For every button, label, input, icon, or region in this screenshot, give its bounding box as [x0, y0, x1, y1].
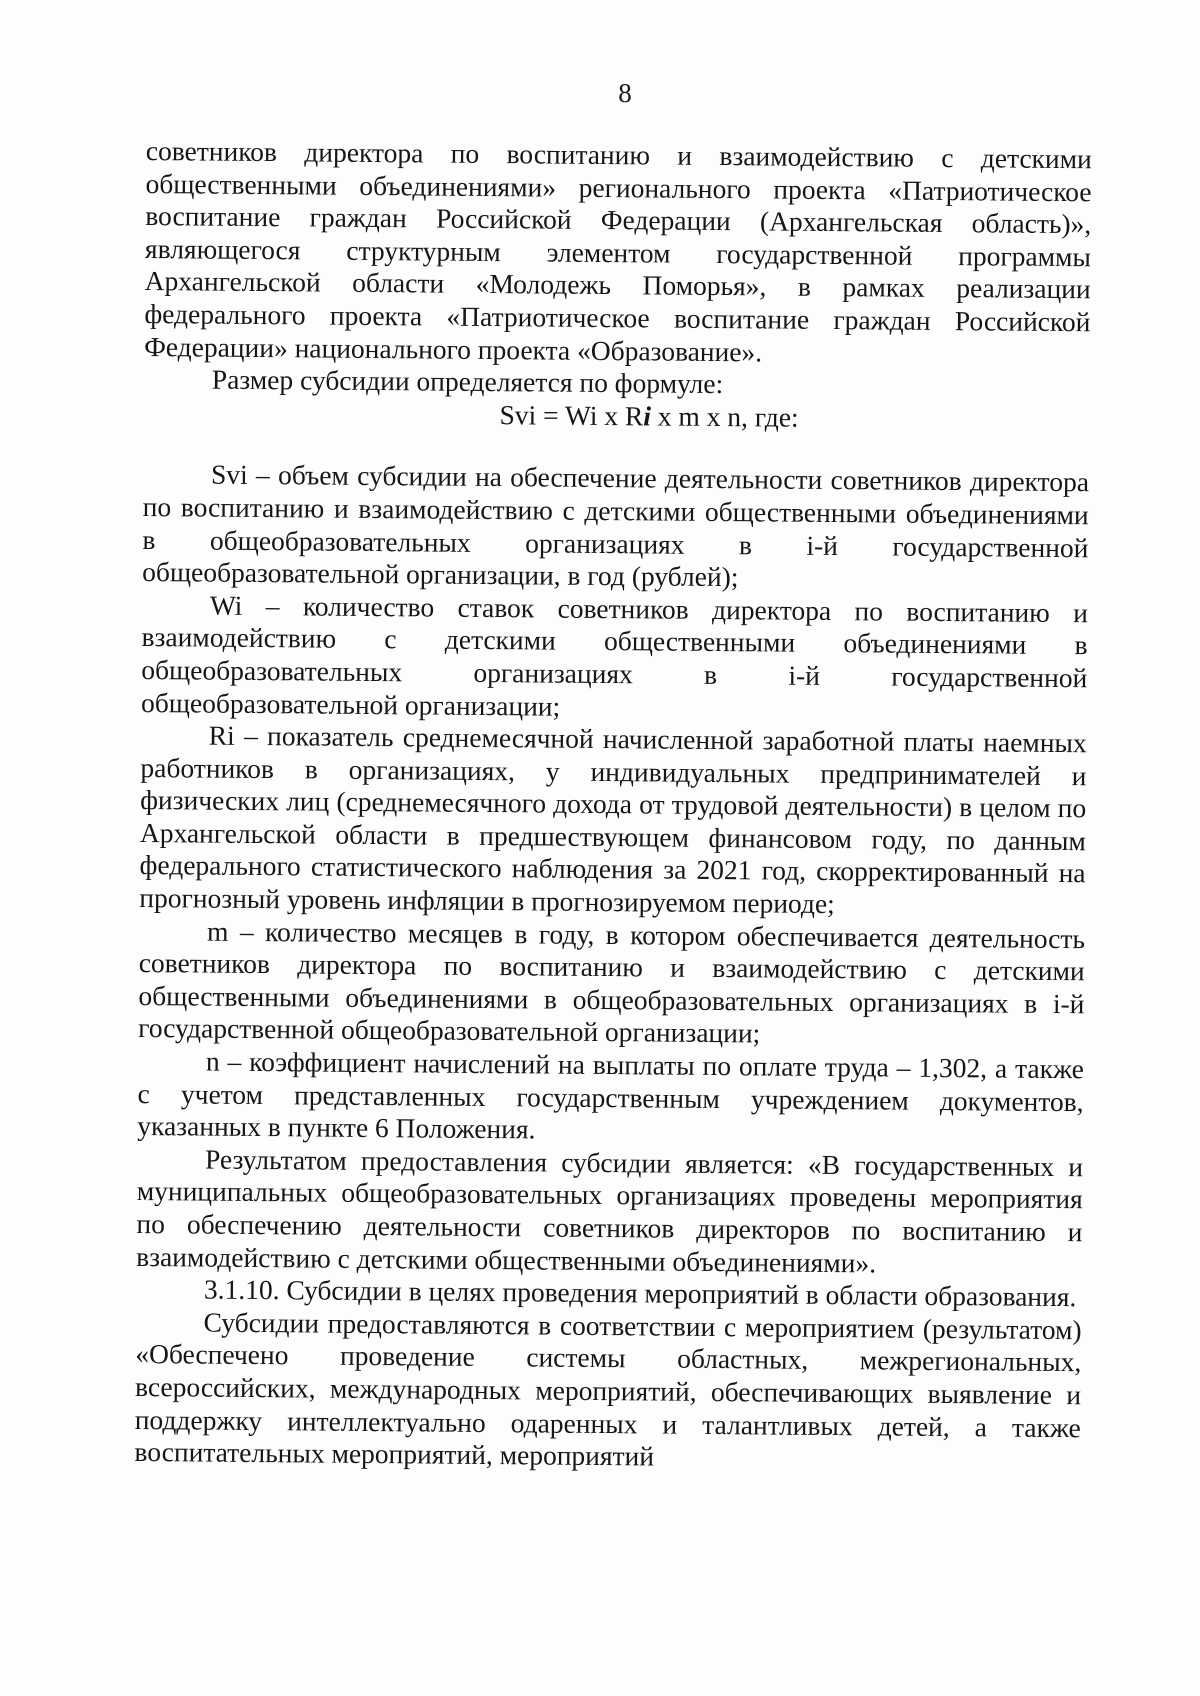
formula-part-1: Svi = Wi x R	[499, 398, 644, 432]
section-3-1-10: 3.1.10. Субсидии в целях проведения мероприятий в области образования.	[203, 1273, 1077, 1313]
subsidy-paragraph: Субсидии предоставляются в соответствии с мероприятием (результатом) «Обеспечено проведение системы областных, межрегиональных, всероссийских, международных мероприятий, обеспечивающих выявление и поддержку интеллектуально одаренных и талантливых детей, а также воспитательных мероприятий, мероприятий	[134, 1306, 1082, 1472]
page-number: 8	[618, 78, 632, 108]
paragraph-intro: советников директора по воспитанию и взаимодействию с детскими общественными объединениями» регионального проекта «Патриотическое воспитание граждан Российской Федерации (Архангельская область)», являющегося структурным элементом государственной программы Архангельской области «Молодежь Поморья», в рамках реализации федерального проекта «Патриотическое воспитание граждан Российской Федерации» национального проекта «Образование».	[144, 135, 1092, 367]
formula-bold-index: i	[643, 400, 652, 432]
definition-wi: Wi – количество ставок советников директора по воспитанию и взаимодействию с детскими общественными объединениями в общеобразовательных организациях в i-й государственной общеобразовательной организации;	[140, 589, 1089, 722]
formula	[143, 396, 1089, 437]
definition-ri: Ri – показатель среднемесячной начисленной заработной платы наемных работников в организациях, у индивидуальных предпринимателей и физических лиц (среднемесячного дохода от трудовой деятельности) в целом по Архангельской области в предшествующем финансовом году, по данным федерального статистического наблюдения за 2021 год, скорректированный на прогнозный уровень инфляции в прогнозируемом периоде;	[139, 719, 1087, 920]
result-paragraph: Результатом предоставления субсидии является: «В государственных и муниципальных общеобразовательных организациях проведены мероприятия по обеспечению деятельности советников директоров по воспитанию и взаимодействию с детскими общественными объединениями».	[136, 1143, 1084, 1279]
paragraph-formula-intro: Размер субсидии определяется по формуле:	[211, 363, 724, 400]
document-body	[134, 135, 1092, 1477]
definition-svi: Svi – объем субсидии на обеспечение деятельности советников директора по воспитанию и взаимодействию с детскими общественными объединениями в общеобразовательных организациях в i-й государственной общеобразовательной организации, в год (рублей);	[142, 458, 1090, 593]
definition-n: n – коэффициент начислений на выплаты по оплате труда – 1,302, а также с учетом представленных государственным учреждением документов, указанных в пункте 6 Положения.	[137, 1045, 1085, 1145]
formula-part-2: x m x n, где:	[650, 400, 799, 433]
definition-m: m – количество месяцев в году, в котором обеспечивается деятельность советников директора по воспитанию и взаимодействию с детскими общественными объединениями в общеобразовательных организациях в i-й государственной общеобразовательной организации;	[138, 915, 1086, 1049]
